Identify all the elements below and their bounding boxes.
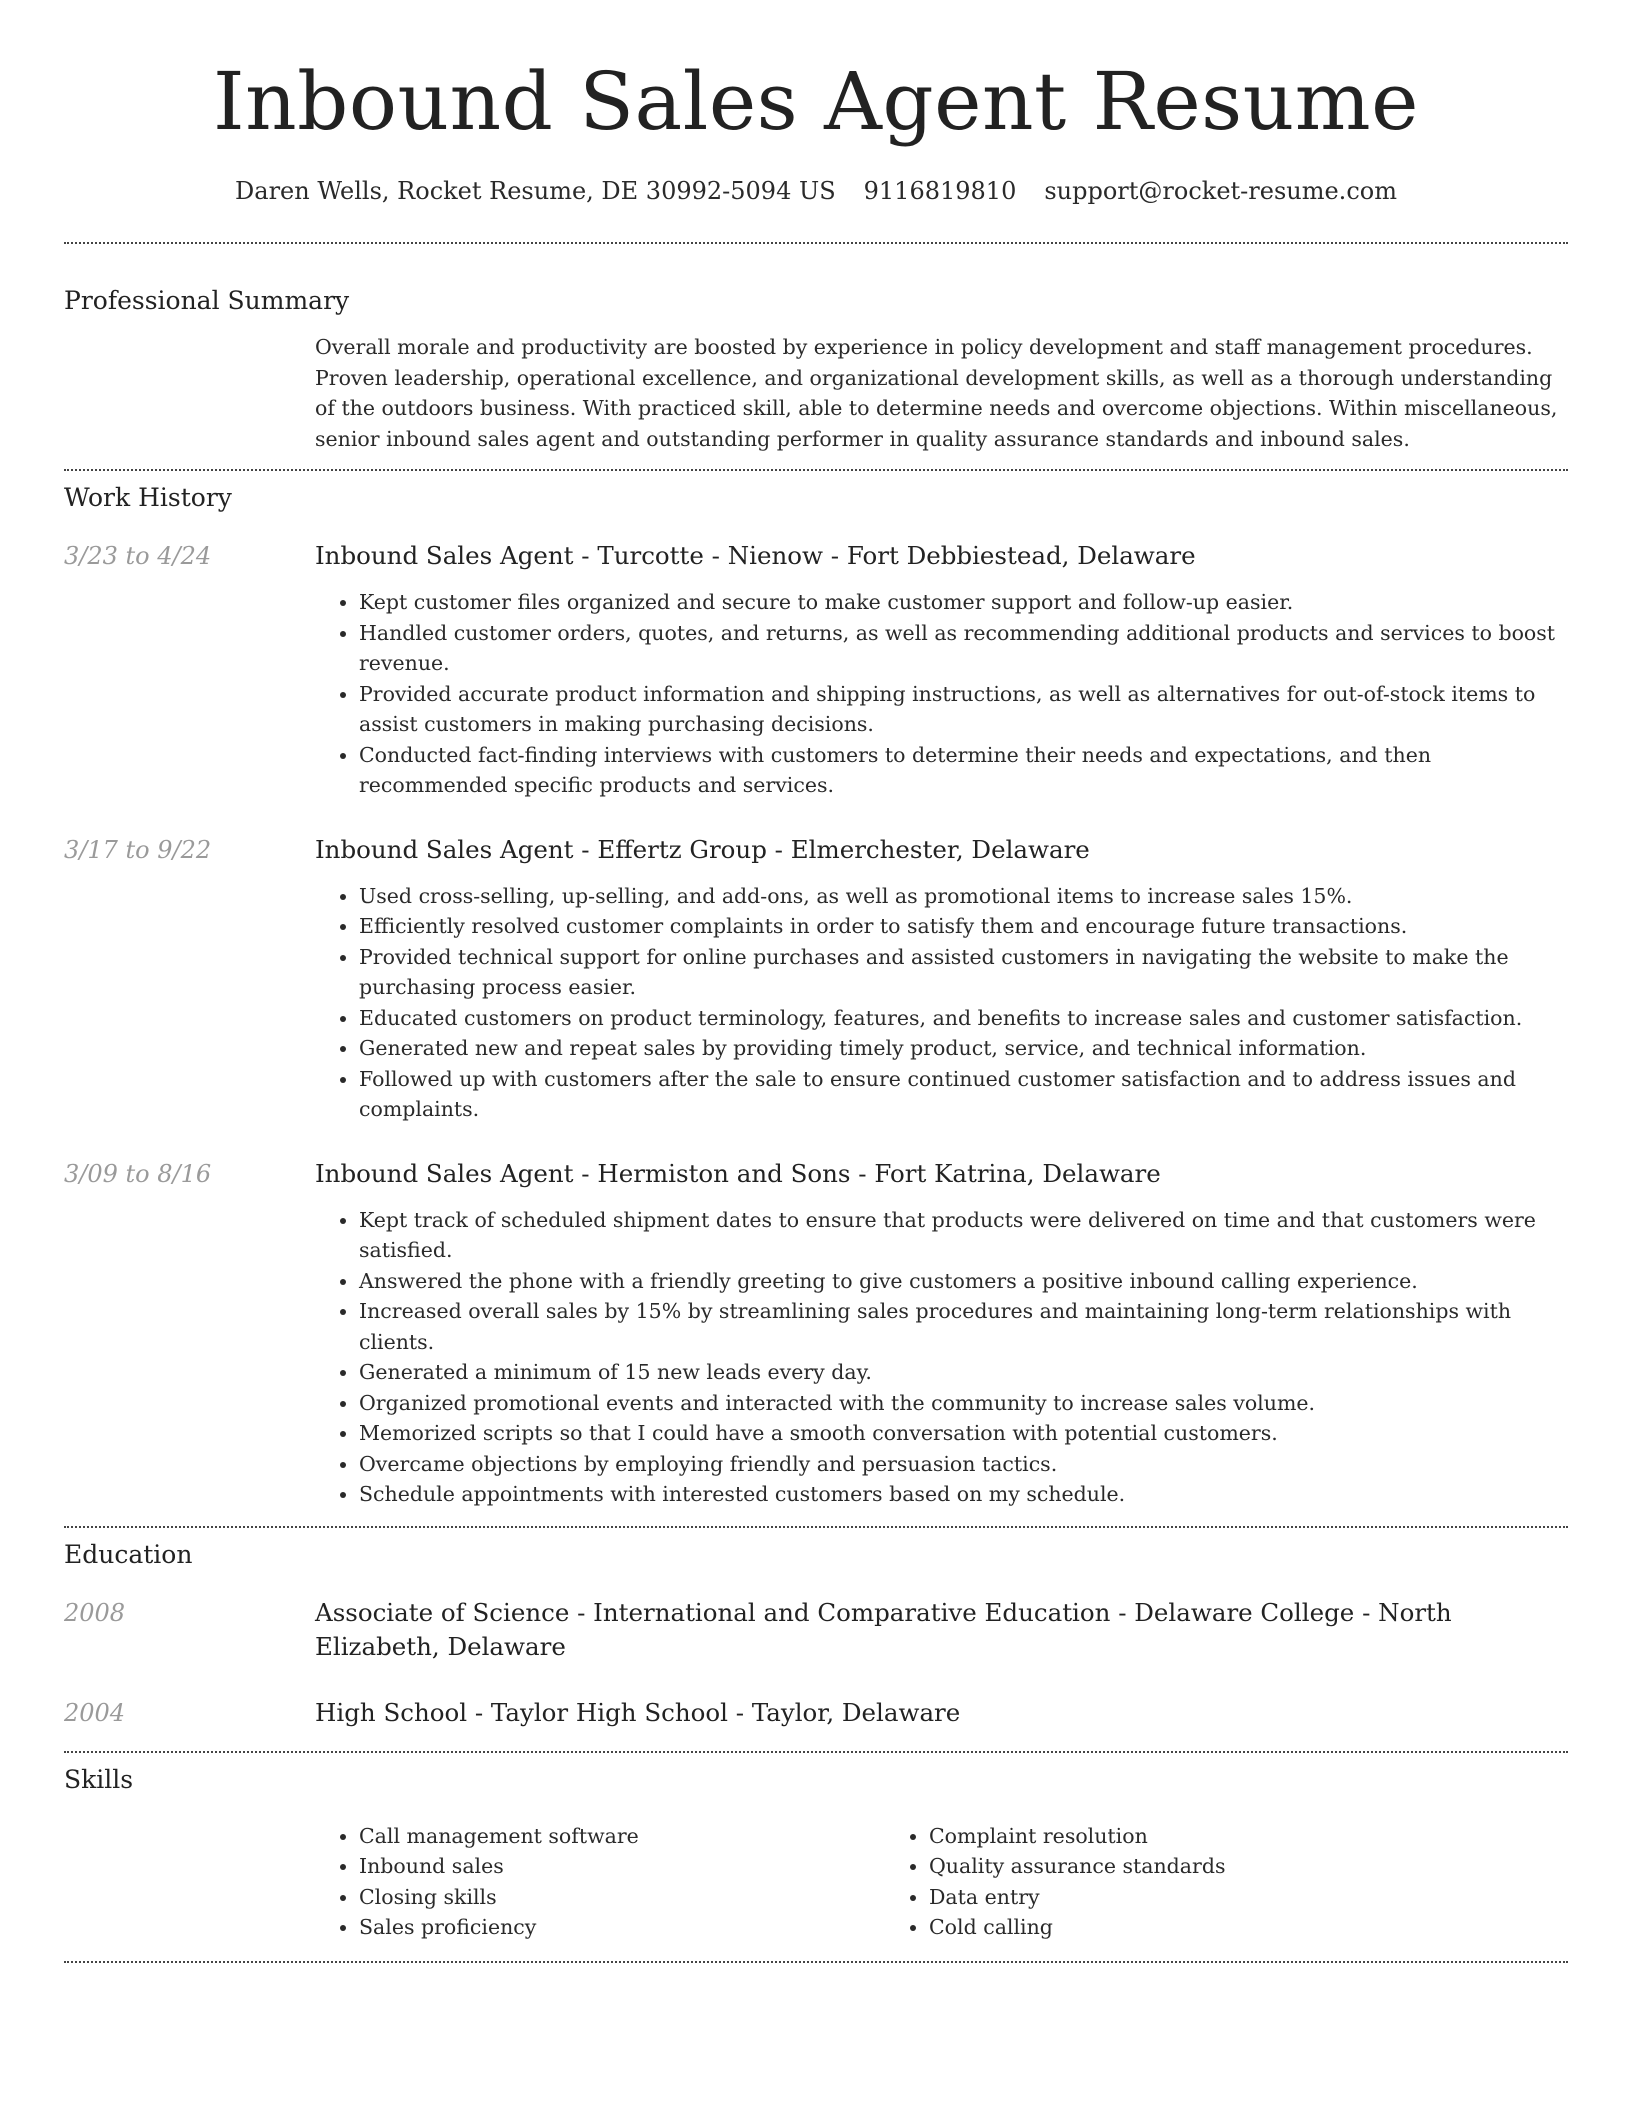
- summary-heading: Professional Summary: [64, 286, 350, 315]
- job-bullet: • Used cross-selling, up-selling, and add-ons, as well as promotional items to increase sales 15%.: [359, 881, 1568, 912]
- job-bullets: [315, 881, 1568, 1125]
- education-degree: Associate of Science - International and Comparative Education: [315, 1597, 1111, 1627]
- job-bullets: [315, 1205, 1568, 1510]
- job-bullet: • Handled customer orders, quotes, and returns, as well as recommending additional products and services to boost revenue.: [359, 618, 1568, 679]
- skill-item: • Call management software: [359, 1821, 885, 1852]
- job-bullet: • Schedule appointments with interested customers based on my schedule.: [359, 1479, 1568, 1510]
- section-divider: [64, 1961, 1568, 1963]
- skill-item: • Cold calling: [929, 1912, 1505, 1943]
- education-section: [64, 1528, 1568, 1730]
- job-bullet: • Followed up with customers after the sale to ensure continued customer satisfaction and to address issues and complaints.: [359, 1064, 1568, 1125]
- job-bullet: • Generated a minimum of 15 new leads every day.: [359, 1357, 1568, 1388]
- job-entry: [64, 539, 1568, 801]
- job-bullet: • Provided accurate product information and shipping instructions, as well as alternatives for out-of-stock items to assist customers in making purchasing decisions.: [359, 679, 1568, 740]
- education-heading-text: [315, 1696, 1568, 1730]
- skills-list-left: [315, 1821, 885, 1943]
- contact-phone: 9116819810: [863, 177, 1017, 205]
- contact-line: [64, 174, 1568, 208]
- job-bullet: • Memorized scripts so that I could have a smooth conversation with potential customers.: [359, 1418, 1568, 1449]
- job-entry: [64, 833, 1568, 1125]
- job-bullets: [315, 587, 1568, 801]
- education-entry: [64, 1696, 1568, 1730]
- contact-email: support@rocket-resume.com: [1044, 177, 1397, 205]
- job-bullet: • Overcame objections by employing friendly and persuasion tactics.: [359, 1449, 1568, 1480]
- job-dates: 3/23 to 4/24: [64, 542, 212, 570]
- education-school: - Taylor High School - Taylor, Delaware: [467, 1697, 961, 1727]
- job-bullet: • Provided technical support for online purchases and assisted customers in navigating the website to make the purchasing process easier.: [359, 942, 1568, 1003]
- skills-section: [64, 1753, 1568, 1943]
- job-bullet: • Kept track of scheduled shipment dates to ensure that products were delivered on time and that customers were satisfied.: [359, 1205, 1568, 1266]
- job-bullet: • Kept customer files organized and secure to make customer support and follow-up easier.: [359, 587, 1568, 618]
- resume-title: Inbound Sales Agent Resume: [213, 55, 1419, 148]
- education-heading: Education: [64, 1539, 193, 1569]
- skill-item: • Quality assurance standards: [929, 1851, 1505, 1882]
- summary-spacer: [64, 332, 315, 454]
- skills-columns: [315, 1821, 1568, 1943]
- education-entry: [64, 1596, 1568, 1664]
- job-dates: 3/09 to 8/16: [64, 1159, 212, 1188]
- skill-item: • Data entry: [929, 1882, 1505, 1913]
- skills-list-right: [885, 1821, 1505, 1943]
- education-heading-text: [315, 1596, 1568, 1664]
- job-bullet: • Generated new and repeat sales by providing timely product, service, and technical information.: [359, 1033, 1568, 1064]
- job-bullet: • Conducted fact-finding interviews with customers to determine their needs and expectations, and then recommended specific products and services.: [359, 740, 1568, 801]
- skill-item: • Sales proficiency: [359, 1912, 885, 1943]
- skill-item: • Complaint resolution: [929, 1821, 1505, 1852]
- job-bullet: • Educated customers on product terminology, features, and benefits to increase sales and customer satisfaction.: [359, 1003, 1568, 1034]
- contact-address: Daren Wells, Rocket Resume, DE 30992-5094 US: [235, 177, 836, 205]
- work-history-heading: Work History: [64, 483, 232, 512]
- job-heading: Inbound Sales Agent - Hermiston and Sons - Fort Katrina, Delaware: [315, 1158, 1161, 1188]
- work-history-section: [64, 471, 1568, 1510]
- education-degree: High School: [315, 1697, 468, 1727]
- education-year: 2008: [64, 1598, 126, 1627]
- job-bullet: • Efficiently resolved customer complaints in order to satisfy them and encourage future transactions.: [359, 911, 1568, 942]
- job-bullet: • Organized promotional events and interacted with the community to increase sales volume.: [359, 1388, 1568, 1419]
- job-bullet: • Increased overall sales by 15% by streamlining sales procedures and maintaining long-term relationships with clients.: [359, 1296, 1568, 1357]
- job-dates: 3/17 to 9/22: [64, 835, 212, 864]
- education-year: 2004: [64, 1698, 126, 1727]
- summary-text: Overall morale and productivity are boosted by experience in policy development and staff management procedures. Proven leadership, operational excellence, and organizational development skills, as well as a thorough understanding of the outdoors business. With practiced skill, able to determine needs and overcome objections. Within miscellaneous, senior inbound sales agent and outstanding performer in quality assurance standards and inbound sales.: [315, 335, 1558, 451]
- skills-heading: Skills: [64, 1764, 134, 1794]
- summary-section: [64, 244, 1568, 454]
- skills-spacer: [64, 1821, 315, 1943]
- job-heading: Inbound Sales Agent - Effertz Group - Elmerchester, Delaware: [315, 834, 1090, 864]
- job-bullet: • Answered the phone with a friendly greeting to give customers a positive inbound calling experience.: [359, 1266, 1568, 1297]
- skill-item: • Inbound sales: [359, 1851, 885, 1882]
- job-heading: Inbound Sales Agent - Turcotte - Nienow - Fort Debbiestead, Delaware: [315, 541, 1196, 570]
- skill-item: • Closing skills: [359, 1882, 885, 1913]
- job-entry: [64, 1157, 1568, 1510]
- education-school: - Delaware College - North Elizabeth, Delaware: [315, 1597, 1452, 1661]
